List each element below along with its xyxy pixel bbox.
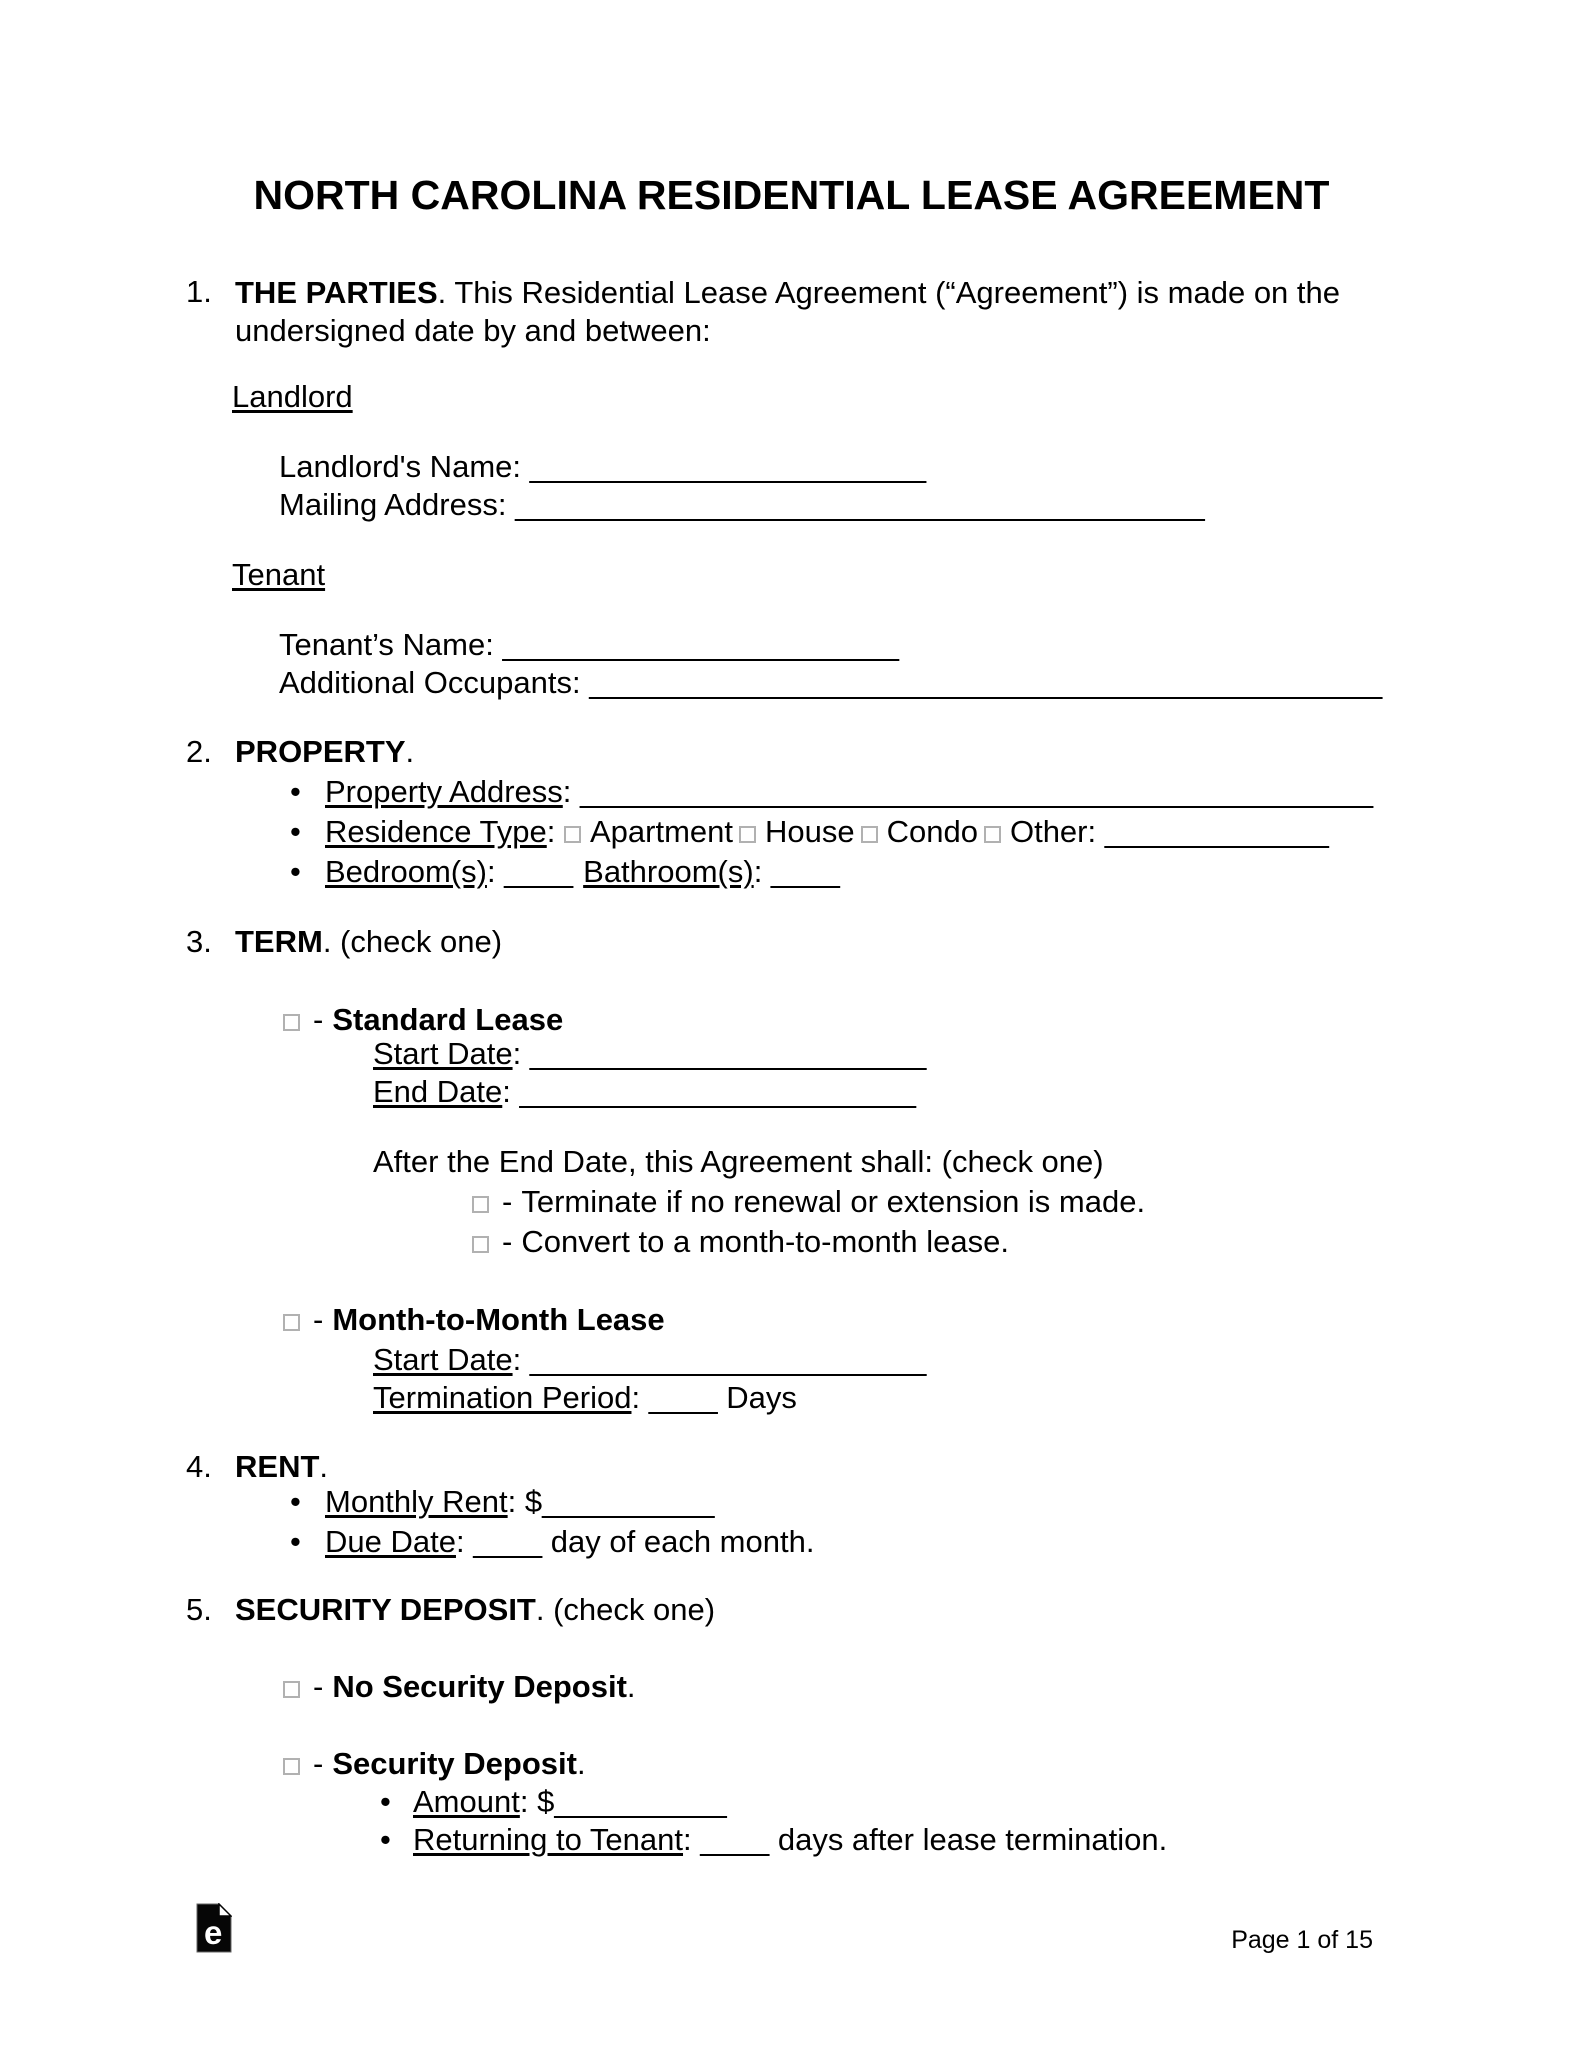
standard-start-date-colon: : — [512, 1036, 530, 1071]
bedrooms-blank-line[interactable]: ____ — [504, 854, 574, 889]
section-2-suffix: . — [405, 734, 415, 769]
security-deposit-checkbox[interactable] — [283, 1758, 300, 1775]
month-to-month-row — [283, 1302, 665, 1338]
returning-to-tenant-label: Returning to Tenant — [413, 1822, 684, 1857]
condo-checkbox[interactable] — [861, 826, 878, 843]
section-2-heading: PROPERTY — [235, 734, 406, 769]
eforms-logo — [196, 1903, 232, 1958]
property-address-label: Property Address — [325, 774, 563, 809]
dash-glyph: - — [313, 1746, 324, 1781]
residence-type-row — [290, 814, 1329, 850]
bullet-icon: • — [380, 1784, 391, 1819]
standard-start-date-blank-line[interactable]: _______________________ — [529, 1036, 927, 1071]
apartment-label: Apartment — [589, 814, 733, 849]
amount-label: Amount — [413, 1784, 520, 1819]
property-address-row — [290, 774, 1373, 810]
parties-intro — [235, 274, 1370, 350]
svg-text:e: e — [204, 1914, 223, 1951]
convert-option-checkbox[interactable] — [472, 1236, 489, 1253]
section-5-heading-row — [186, 1592, 715, 1628]
returning-colon: : — [683, 1822, 701, 1857]
security-deposit-label: Security Deposit — [332, 1746, 577, 1781]
house-checkbox[interactable] — [739, 826, 756, 843]
no-security-deposit-row — [283, 1669, 636, 1705]
mailing-address-row — [279, 487, 1205, 523]
terminate-option-label: Terminate if no renewal or extension is made. — [521, 1184, 1146, 1219]
termination-period-label: Termination Period — [373, 1380, 632, 1415]
returning-to-tenant-row — [380, 1822, 1167, 1858]
bullet-icon: • — [290, 1484, 301, 1519]
section-5-number: 5. — [186, 1592, 212, 1627]
bathrooms-colon: : — [753, 854, 771, 889]
monthly-rent-colon: : $ — [507, 1484, 543, 1519]
section-4-heading: RENT — [235, 1449, 320, 1484]
month-to-month-checkbox[interactable] — [283, 1314, 300, 1331]
returning-suffix: days after lease termination. — [769, 1822, 1168, 1857]
termination-period-blank-line[interactable]: ____ — [648, 1380, 718, 1415]
mailing-address-blank-line[interactable]: ________________________________________ — [515, 487, 1205, 522]
amount-row — [380, 1784, 727, 1820]
standard-end-date-blank-line[interactable]: _______________________ — [519, 1074, 917, 1109]
bullet-icon: • — [380, 1822, 391, 1857]
termination-period-row — [373, 1380, 797, 1416]
dash-glyph: - — [502, 1224, 513, 1259]
apartment-checkbox[interactable] — [564, 826, 581, 843]
additional-occupants-blank-line[interactable]: ______________________________________________ — [589, 665, 1383, 700]
due-date-colon: : — [455, 1524, 474, 1559]
section-1-heading: THE PARTIES — [235, 275, 438, 310]
section-3-heading-row — [186, 924, 502, 960]
standard-lease-label: Standard Lease — [332, 1002, 564, 1037]
section-4-heading-row — [186, 1449, 328, 1485]
monthly-rent-row — [290, 1484, 715, 1520]
security-deposit-row — [283, 1746, 586, 1782]
page-number: Page 1 of 15 — [1231, 1926, 1373, 1954]
condo-label: Condo — [886, 814, 978, 849]
standard-start-date-row — [373, 1036, 926, 1072]
standard-end-date-label: End Date — [373, 1074, 503, 1109]
standard-end-date-colon: : — [502, 1074, 520, 1109]
no-security-deposit-checkbox[interactable] — [283, 1681, 300, 1698]
landlord-name-row — [279, 449, 926, 485]
standard-lease-row — [283, 1002, 563, 1038]
no-security-deposit-label: No Security Deposit — [332, 1669, 627, 1704]
bullet-icon: • — [290, 854, 301, 889]
termination-period-colon: : — [631, 1380, 649, 1415]
convert-option-row — [472, 1224, 1009, 1260]
due-date-row — [290, 1524, 814, 1560]
amount-blank-line[interactable]: __________ — [554, 1784, 727, 1819]
additional-occupants-label: Additional Occupants: — [279, 665, 590, 700]
security-deposit-suffix: . — [576, 1746, 586, 1781]
section-4-number: 4. — [186, 1449, 212, 1484]
residence-type-label: Residence Type — [325, 814, 547, 849]
terminate-option-row — [472, 1184, 1145, 1220]
standard-start-date-label: Start Date — [373, 1036, 513, 1071]
bullet-icon: • — [290, 774, 301, 809]
section-2-number: 2. — [186, 734, 212, 769]
due-date-label: Due Date — [325, 1524, 456, 1559]
tenant-name-label: Tenant’s Name: — [279, 627, 503, 662]
dash-glyph: - — [313, 1302, 324, 1337]
convert-option-label: Convert to a month-to-month lease. — [521, 1224, 1009, 1259]
terminate-option-checkbox[interactable] — [472, 1196, 489, 1213]
bedrooms-colon: : — [486, 854, 505, 889]
tenant-heading: Tenant — [232, 557, 326, 592]
amount-colon: : $ — [519, 1784, 555, 1819]
monthly-rent-blank-line[interactable]: __________ — [542, 1484, 715, 1519]
landlord-heading: Landlord — [232, 379, 353, 414]
standard-lease-checkbox[interactable] — [283, 1014, 300, 1031]
section-1-number: 1. — [186, 274, 212, 309]
tenant-name-row — [279, 627, 899, 663]
section-3-suffix: . (check one) — [322, 924, 503, 959]
section-5-heading: SECURITY DEPOSIT — [235, 1592, 536, 1627]
property-address-blank-line[interactable]: ______________________________________________ — [580, 774, 1374, 809]
additional-occupants-row — [279, 665, 1382, 701]
tenant-name-blank-line[interactable]: _______________________ — [502, 627, 899, 662]
bathrooms-label: Bathroom(s) — [583, 854, 754, 889]
other-colon: : — [1087, 814, 1105, 849]
m2m-start-date-label: Start Date — [373, 1342, 513, 1377]
month-to-month-label: Month-to-Month Lease — [332, 1302, 665, 1337]
due-date-blank-line[interactable]: ____ — [473, 1524, 543, 1559]
mailing-address-label: Mailing Address: — [279, 487, 516, 522]
other-blank-line[interactable]: _____________ — [1104, 814, 1329, 849]
bullet-icon: • — [290, 1524, 301, 1559]
m2m-start-date-colon: : — [512, 1342, 530, 1377]
dash-glyph: - — [502, 1184, 513, 1219]
bedrooms-label: Bedroom(s) — [325, 854, 487, 889]
house-label: House — [765, 814, 855, 849]
property-address-colon: : — [562, 774, 581, 809]
section-2-heading-row — [186, 734, 414, 770]
section-3-number: 3. — [186, 924, 212, 959]
due-date-suffix: day of each month. — [542, 1524, 815, 1559]
landlord-name-blank-line[interactable]: _______________________ — [529, 449, 927, 484]
other-checkbox[interactable] — [984, 826, 1001, 843]
residence-type-colon: : — [546, 814, 564, 849]
after-end-date-text: After the End Date, this Agreement shall: (check one) — [373, 1144, 1104, 1179]
returning-blank-line[interactable]: ____ — [700, 1822, 770, 1857]
monthly-rent-label: Monthly Rent — [325, 1484, 508, 1519]
dash-glyph: - — [313, 1002, 324, 1037]
landlord-name-label: Landlord's Name: — [279, 449, 530, 484]
section-5-suffix: . (check one) — [535, 1592, 716, 1627]
section-4-suffix: . — [319, 1449, 329, 1484]
bedrooms-row — [290, 854, 840, 890]
other-label: Other — [1009, 814, 1088, 849]
termination-period-suffix: Days — [717, 1380, 797, 1415]
no-security-deposit-suffix: . — [626, 1669, 636, 1704]
dash-glyph: - — [313, 1669, 324, 1704]
standard-end-date-row — [373, 1074, 916, 1110]
page-title: NORTH CAROLINA RESIDENTIAL LEASE AGREEMENT — [253, 172, 1330, 218]
m2m-start-date-row — [373, 1342, 926, 1378]
bathrooms-blank-line[interactable]: ____ — [770, 854, 840, 889]
bullet-icon: • — [290, 814, 301, 849]
m2m-start-date-blank-line[interactable]: _______________________ — [529, 1342, 927, 1377]
section-3-heading: TERM — [235, 924, 323, 959]
parties-intro-text: . This Residential Lease Agreement (“Agreement”) is made on the undersigned date by and between: — [235, 275, 1341, 348]
document-icon — [196, 1903, 232, 1953]
